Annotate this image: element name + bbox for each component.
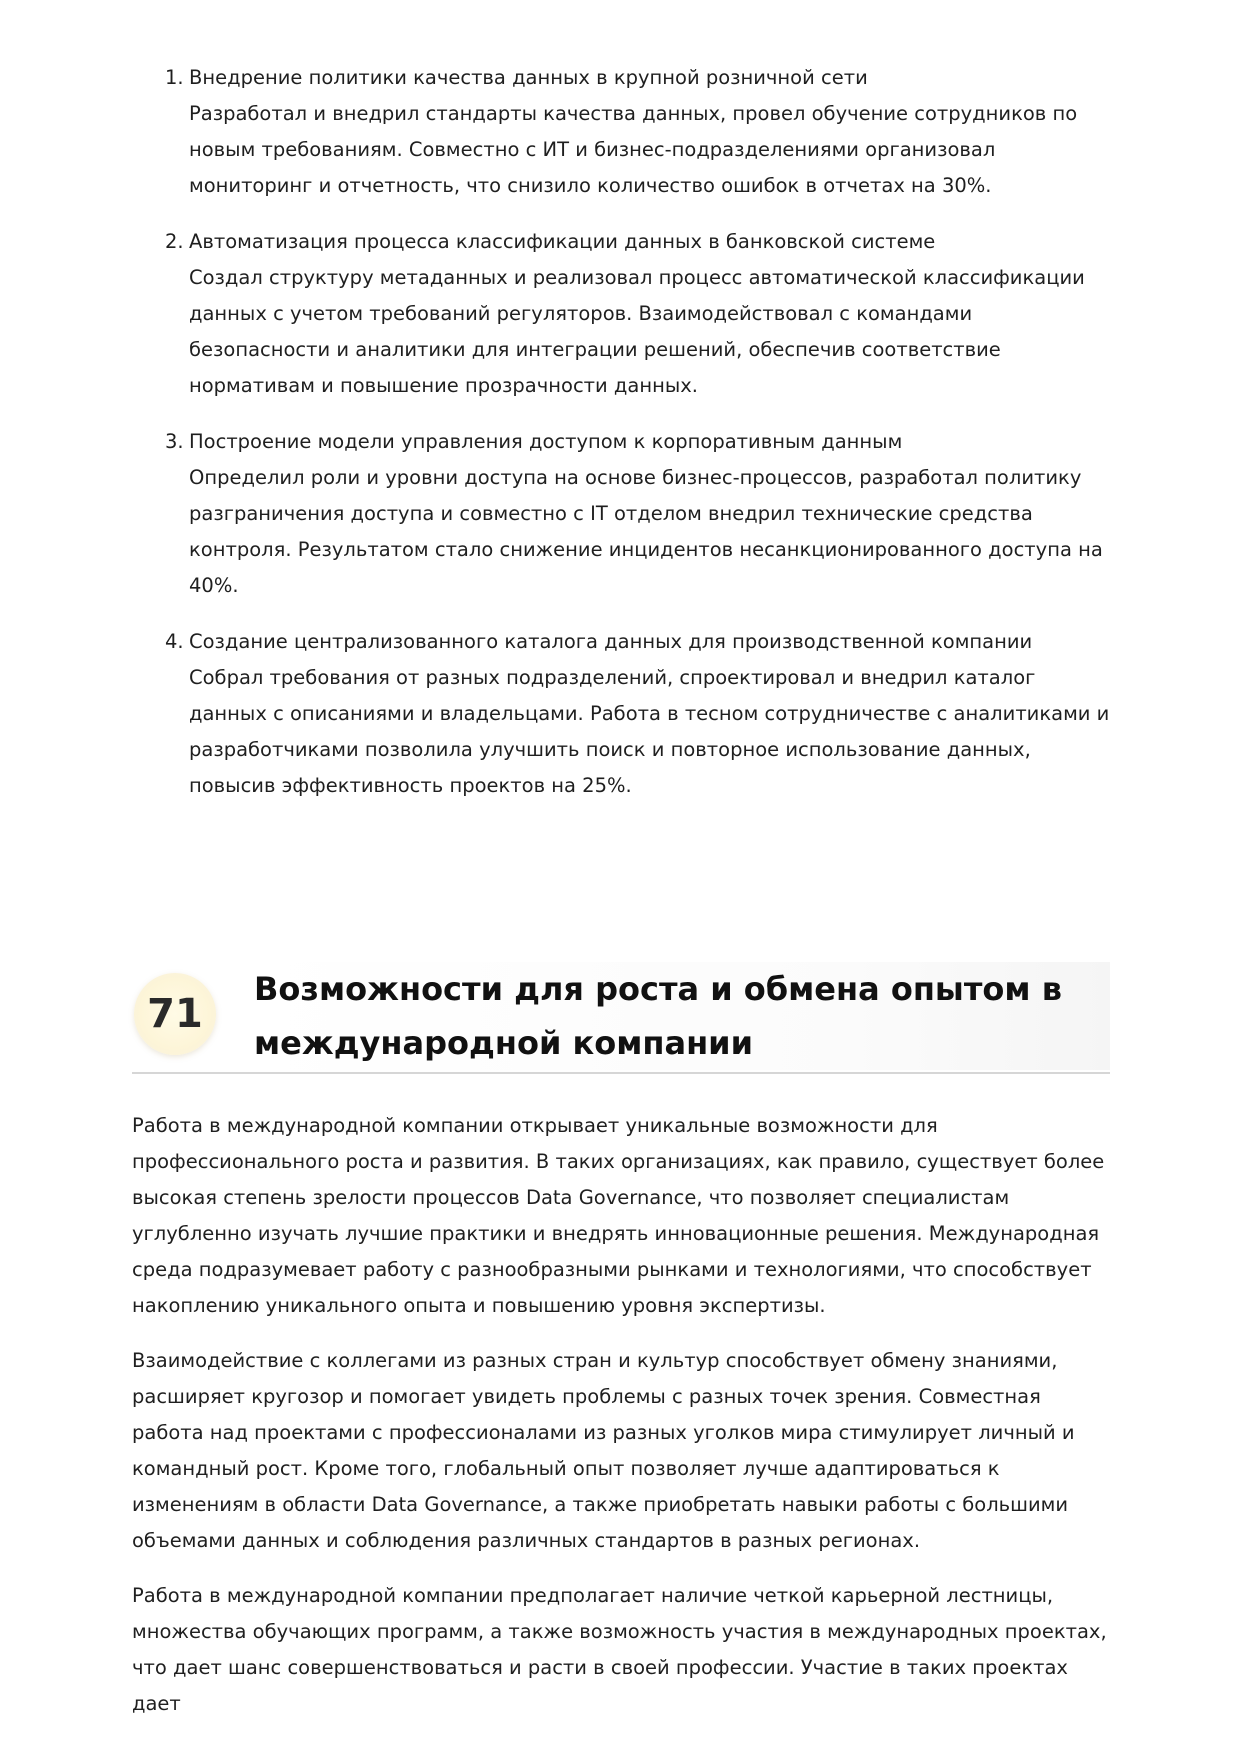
list-item [165,224,1115,404]
list-item-title: Внедрение политики качества данных в крупной розничной сети [189,66,868,89]
list-item-title: Создание централизованного каталога данных для производственной компании [189,630,1033,653]
section-number-badge: 71 [134,973,216,1055]
section-body [132,1108,1112,1741]
list-item-title: Автоматизация процесса классификации данных в банковской системе [189,230,936,253]
list-item-title: Построение модели управления доступом к корпоративным данным [189,430,903,453]
list-item [165,624,1115,804]
list-item-text: Определил роли и уровни доступа на основе бизнес-процессов, разработал политику разграничения доступа и совместно с IT отделом внедрил технические средства контроля. Результатом стало снижение инцидентов несанкционированного доступа на 40%. [189,466,1103,597]
list-item [165,60,1115,204]
section-title: Возможности для роста и обмена опытом в международной компании [254,970,1062,1062]
body-paragraph: Взаимодействие с коллегами из разных стран и культур способствует обмену знаниями, расширяет кругозор и помогает увидеть проблемы с разных точек зрения. Совместная работа над проектами с профессионалами из разных уголков мира стимулирует личный и командный рост. Кроме того, глобальный опыт позволяет лучше адаптироваться к изменениям в области Data Governance, а также приобретать навыки работы с большими объемами данных и соблюдения различных стандартов в разных регионах. [132,1349,1075,1552]
list-item-number: 3. [165,430,184,453]
list-item-number: 1. [165,66,184,89]
list-item [165,424,1115,604]
section-header [132,962,1110,1074]
list-item-text: Разработал и внедрил стандарты качества данных, провел обучение сотрудников по новым требованиям. Совместно с ИТ и бизнес-подразделениями организовал мониторинг и отчетность, что снизило количество ошибок в отчетах на 30%. [189,102,1078,197]
achievements-list [165,60,1115,824]
list-item-number: 4. [165,630,184,653]
body-paragraph: Работа в международной компании открывает уникальные возможности для профессионального роста и развития. В таких организациях, как правило, существует более высокая степень зрелости процессов Data Governance, что позволяет специалистам углубленно изучать лучшие практики и внедрять инновационные решения. Международная среда подразумевает работу с разнообразными рынками и технологиями, что способствует накоплению уникального опыта и повышению уровня экспертизы. [132,1114,1105,1317]
body-paragraph: Работа в международной компании предполагает наличие четкой карьерной лестницы, множества обучающих программ, а также возможность участия в международных проектах, что дает шанс совершенствоваться и расти в своей профессии. Участие в таких проектах дает [132,1584,1107,1715]
list-item-number: 2. [165,230,184,253]
list-item-text: Собрал требования от разных подразделений, спроектировал и внедрил каталог данных с описаниями и владельцами. Работа в тесном сотрудничестве с аналитиками и разработчиками позволила улучшить поиск и повторное использование данных, повысив эффективность проектов на 25%. [189,666,1110,797]
list-item-text: Создал структуру метаданных и реализовал процесс автоматической классификации данных с учетом требований регуляторов. Взаимодействовал с командами безопасности и аналитики для интеграции решений, обеспечив соответствие нормативам и повышение прозрачности данных. [189,266,1085,397]
